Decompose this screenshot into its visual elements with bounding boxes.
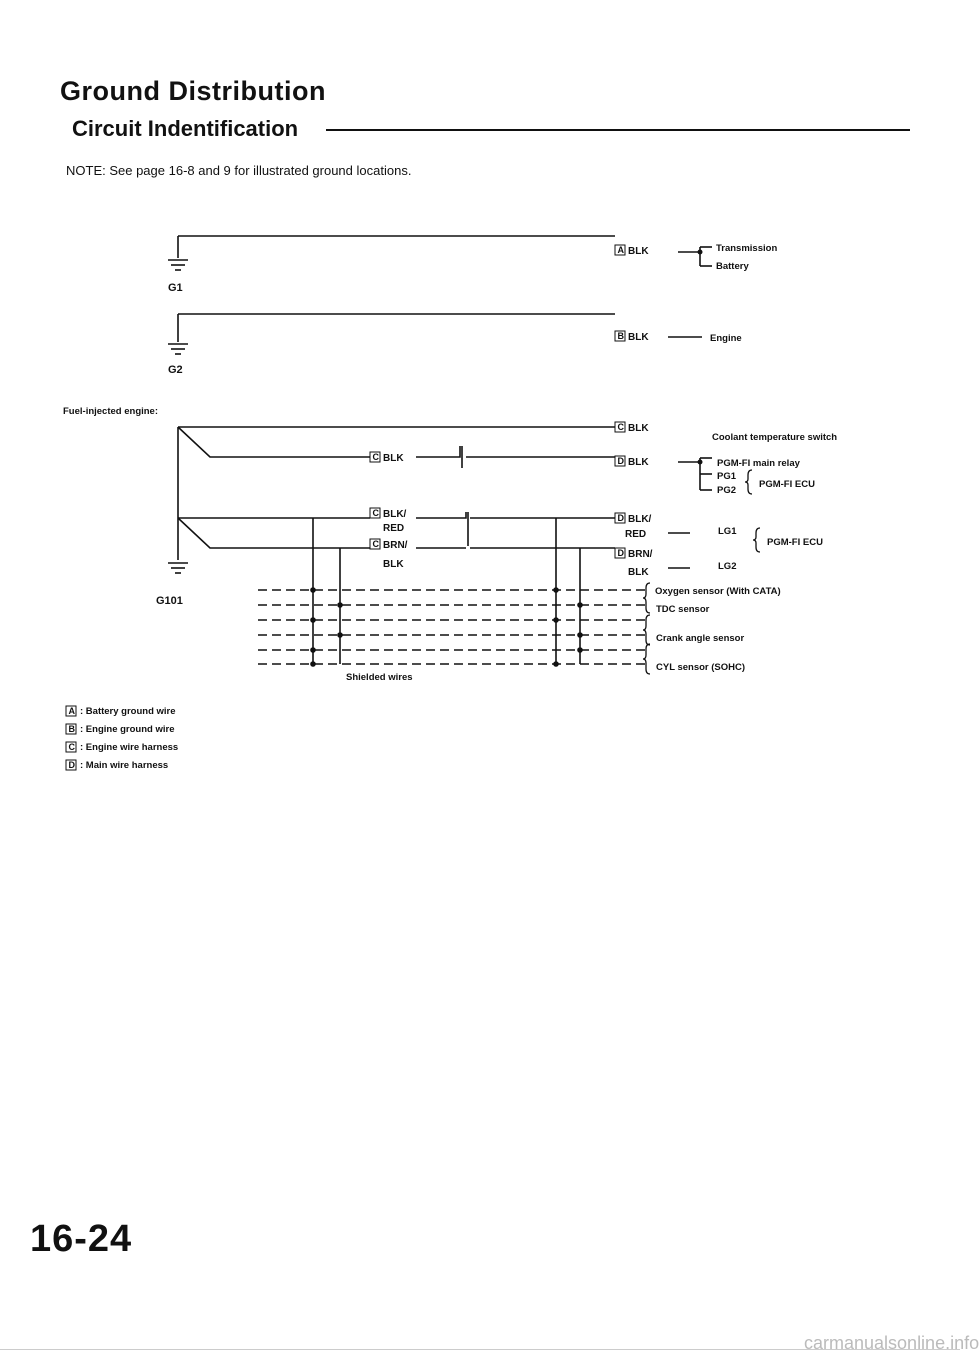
- ground-label-g1: G1: [168, 282, 183, 294]
- harness-code-d-3: D: [617, 548, 624, 558]
- dest-lg2: LG2: [718, 561, 737, 572]
- page-note: NOTE: See page 16-8 and 9 for illustrated ground locations.: [66, 163, 412, 178]
- dest-battery: Battery: [716, 261, 749, 272]
- dest-oxygen-sensor: Oxygen sensor (With CATA): [655, 586, 781, 597]
- footer-watermark: carmanualsonline.info: [804, 1333, 979, 1353]
- legend-code-c: C: [68, 742, 75, 752]
- harness-code-d-1: D: [617, 456, 624, 466]
- legend-text-a: : Battery ground wire: [80, 706, 176, 717]
- dest-pgm-main-relay: PGM-FI main relay: [717, 458, 800, 469]
- legend-text-b: : Engine ground wire: [80, 724, 175, 735]
- dest-pg1: PG1: [717, 471, 737, 482]
- dest-coolant-switch: Coolant temperature switch: [712, 432, 838, 443]
- wire-c-blk: BLK: [383, 453, 404, 464]
- harness-code-c-4: C: [372, 539, 379, 549]
- wire-c-blk-slash: BLK/: [383, 509, 407, 520]
- shielded-wire-group: [258, 590, 645, 664]
- page-number: 16-24: [30, 1218, 133, 1260]
- wire-d-brn-slash: BRN/: [628, 549, 653, 560]
- dest-pgm-ecu-1: PGM-FI ECU: [759, 479, 815, 490]
- page-title: Ground Distribution: [60, 76, 326, 106]
- ground-label-g2: G2: [168, 364, 183, 376]
- section-subtitle: Circuit Indentification: [72, 116, 299, 141]
- dest-pg2: PG2: [717, 485, 737, 496]
- wire-g1-blk: BLK: [628, 246, 649, 257]
- wire-c-blk-coolant: BLK: [628, 423, 649, 434]
- dest-cyl-sensor: CYL sensor (SOHC): [656, 662, 746, 673]
- dest-tdc-sensor: TDC sensor: [656, 604, 710, 615]
- dest-lg1: LG1: [718, 526, 737, 537]
- wire-d-blk-2: BLK: [628, 567, 649, 578]
- wire-c-red: RED: [383, 523, 405, 534]
- harness-code-c-3: C: [372, 508, 379, 518]
- legend-code-d: D: [68, 760, 75, 770]
- dest-transmission: Transmission: [716, 243, 778, 254]
- dest-engine: Engine: [710, 333, 742, 344]
- dest-crank-sensor: Crank angle sensor: [656, 633, 745, 644]
- legend-text-c: : Engine wire harness: [80, 742, 179, 753]
- wire-c-blk-2: BLK: [383, 559, 404, 570]
- shielded-wires-label: Shielded wires: [346, 672, 413, 683]
- legend-code-b: B: [68, 724, 75, 734]
- harness-code-a-g1: A: [617, 245, 624, 255]
- harness-code-b-g2: B: [617, 331, 624, 341]
- harness-code-c-1: C: [372, 452, 379, 462]
- wire-d-red: RED: [625, 529, 647, 540]
- legend-text-d: : Main wire harness: [80, 760, 169, 771]
- legend-code-a: A: [68, 706, 75, 716]
- harness-code-c-2: C: [617, 422, 624, 432]
- fuel-injected-label: Fuel-injected engine:: [63, 406, 159, 417]
- wire-g2-blk: BLK: [628, 332, 649, 343]
- wire-d-blk-slash: BLK/: [628, 514, 652, 525]
- dest-pgm-ecu-2: PGM-FI ECU: [767, 537, 823, 548]
- ground-label-g101: G101: [156, 595, 183, 607]
- wire-c-brn-slash: BRN/: [383, 540, 408, 551]
- wire-d-blk-pgm: BLK: [628, 457, 649, 468]
- harness-code-d-2: D: [617, 513, 624, 523]
